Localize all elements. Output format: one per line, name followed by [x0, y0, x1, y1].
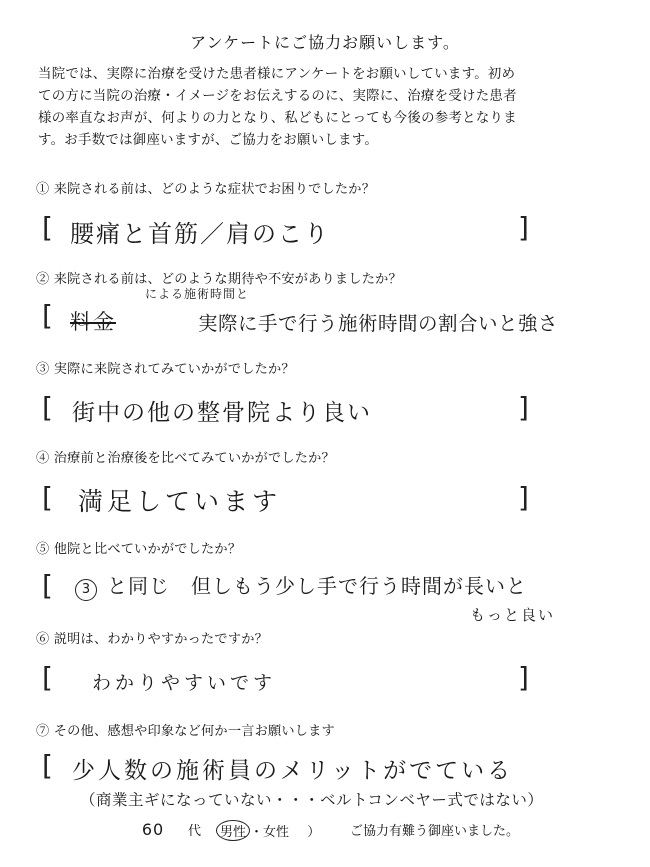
answer-open-bracket: [	[42, 569, 53, 602]
answer-2-insert[interactable]: による施術時間と	[145, 287, 250, 301]
page-title: アンケートにご協力お願いします。	[190, 33, 460, 52]
thanks-text: ご協力有難う御座いました。	[350, 824, 520, 839]
answer-3[interactable]: 街中の他の整骨院より良い	[72, 400, 372, 426]
answer-close-bracket: ]	[518, 391, 529, 424]
intro-line: ての方に当院の治療・イメージをお伝えするのに、実際に、治療を受けた患者	[38, 89, 517, 104]
intro-line: 当院では、実際に治療を受けた患者様にアンケートをお願いしています。初め	[38, 67, 516, 82]
answer-open-bracket: [	[42, 481, 53, 514]
answer-close-bracket: ]	[518, 661, 529, 694]
question-1-label: ① 来院される前は、どのような症状でお困りでしたか？	[36, 182, 376, 197]
circled-number: 3	[75, 579, 97, 601]
answer-4[interactable]: 満足しています	[78, 487, 282, 516]
answer-open-bracket: [	[42, 299, 53, 332]
answer-close-bracket: ]	[518, 481, 529, 514]
question-5-label: ⑤ 他院と比べていかがでしたか？	[36, 542, 242, 557]
question-4-label: ④ 治療前と治療後を比べてみていかがでしたか？	[36, 451, 335, 466]
answer-5[interactable]	[75, 570, 527, 601]
age-value: 60	[141, 820, 165, 839]
question-7-label: ⑦ その他、感想や印象など何か一言お願いします	[36, 724, 335, 739]
answer-2[interactable]: 実際に手で行う施術時間の割合いと強さ	[198, 312, 559, 335]
question-2-label: ② 来院される前は、どのような期待や不安がありましたか？	[36, 272, 402, 287]
answer-open-bracket: [	[42, 661, 53, 694]
age-suffix: 代	[188, 824, 202, 839]
intro-line: す。お手数では御座いますが、ご協力をお願いします。	[38, 133, 379, 148]
gender-separator: ・	[250, 825, 264, 840]
answer-5-text: と同じ 但しもう少し手で行う時間が長いと	[107, 574, 527, 598]
gender-female[interactable]: 女性	[263, 825, 290, 840]
gender-field[interactable]	[216, 820, 320, 841]
answer-7-line2[interactable]: （商業主ギになっていない・・・ベルトコンベヤー式ではない）	[80, 791, 544, 809]
gender-male[interactable]: 男性	[216, 820, 250, 841]
answer-6[interactable]: わかりやすいです	[92, 672, 277, 694]
question-6-label: ⑥ 説明は、わかりやすかったですか？	[36, 632, 268, 647]
intro-line: 様の率直なお声が、何よりの力となり、私どもにとっても今後の参考となりま	[38, 111, 517, 126]
answer-1[interactable]: 腰痛と首筋／肩のこり	[70, 220, 330, 248]
question-3-label: ③ 実際に来院されてみていかがでしたか？	[36, 362, 295, 377]
answer-open-bracket: [	[42, 749, 53, 782]
intro-paragraph	[38, 64, 618, 152]
answer-2-struck[interactable]: 料金	[70, 310, 116, 334]
close-paren: ）	[307, 825, 321, 840]
age-field[interactable]	[118, 820, 201, 839]
answer-open-bracket: [	[42, 211, 53, 244]
answer-open-bracket: [	[42, 391, 53, 424]
answer-5-line2[interactable]: もっと良い	[470, 606, 556, 624]
answer-close-bracket: ]	[518, 211, 529, 244]
answer-7[interactable]: 少人数の施術員のメリットがでている	[72, 758, 514, 784]
